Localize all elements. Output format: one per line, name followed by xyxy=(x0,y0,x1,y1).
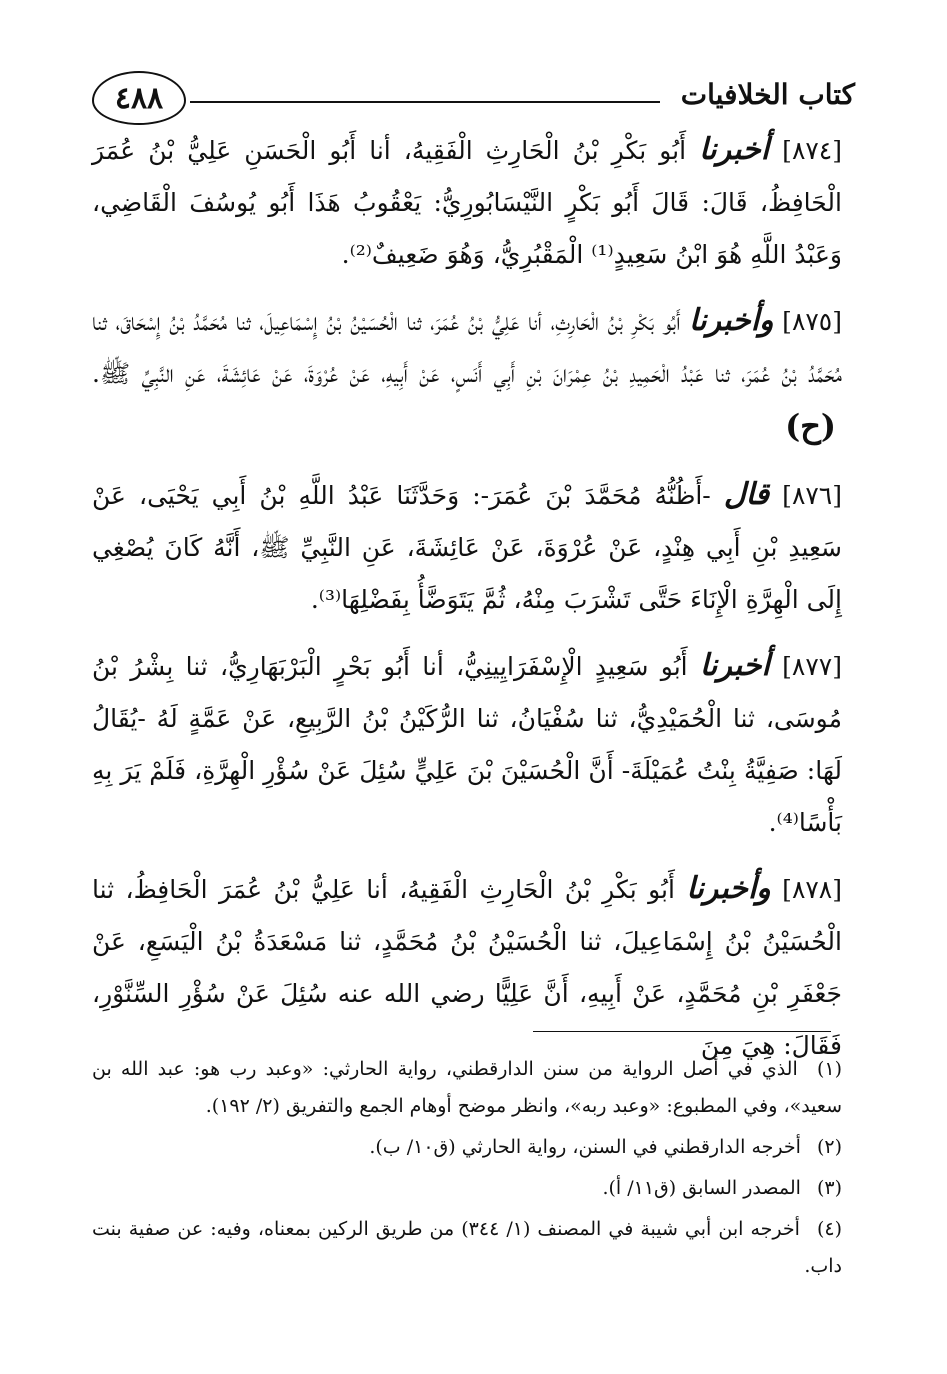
hadith-paragraph xyxy=(92,124,842,281)
hadith-number: [٨٧٦] xyxy=(782,481,842,510)
main-text xyxy=(92,124,842,1086)
hadith-paragraph xyxy=(92,640,842,849)
footnote xyxy=(92,1129,842,1166)
page-number-badge: ٤٨٨ xyxy=(92,71,186,125)
footnote-text: الذي في أصل الرواية من سنن الدارقطني، رواية الحارثي: «وعبد رب هو: عبد الله بن سعيد»، وفي المطبوع: «وعبد ربه»، وانظر موضح أوهام الجمع والتفريق (٢/ ١٩٢). xyxy=(92,1058,842,1117)
footnote-text: أخرجه ابن أبي شيبة في المصنف (١/ ٣٤٤) من طريق الركين بمعناه، وفيه: عن صفية بنت داب. xyxy=(92,1218,842,1277)
hadith-lead-word: وأخبرنا xyxy=(686,871,771,906)
footnote-number: (١) xyxy=(816,1058,842,1080)
hadith-number: [٨٧٤] xyxy=(782,136,842,165)
footnote xyxy=(92,1170,842,1207)
footnote-separator xyxy=(533,1031,831,1032)
hadith-number: [٨٧٧] xyxy=(782,652,842,681)
hadith-text: أَبُو سَعِيدٍ الْإِسْفَرَايِينِيُّ، أنا أَبُو بَحْرٍ الْبَرْبَهَارِيُّ، ثنا بِشْرُ بْنُ مُوسَى، ثنا الْحُمَيْدِيُّ، ثنا سُفْيَانُ، ثنا الرُّكَيْنُ بْنُ الرَّبِيعِ، عَنْ عَمَّةٍ لَهُ -يُقَالُ لَهَا: صَفِيَّةُ بِنْتُ عُمَيْلَةَ- أَنَّ الْحُسَيْنَ بْنَ عَلِيٍّ سُئِلَ عَنْ سُؤْرِ الْهِرَّةِ، فَلَمْ يَرَ بِهِ بَأْسًا⁽⁴⁾. xyxy=(92,652,842,837)
hadith-number: [٨٧٨] xyxy=(782,875,842,904)
book-title: كتاب الخلافيات xyxy=(680,78,855,111)
hadith-number: [٨٧٥] xyxy=(782,307,842,336)
hadith-lead-word: أخبرنا xyxy=(699,132,770,167)
hadith-lead-word: قال xyxy=(723,477,770,512)
footnote xyxy=(92,1051,842,1125)
hadith-paragraph xyxy=(92,469,842,626)
footnote-number: (٤) xyxy=(816,1218,842,1240)
footnote-number: (٢) xyxy=(816,1136,842,1158)
hadith-text: أَبُو بَكْرِ بْنُ الْحَارِثِ الْفَقِيهُ، أنا أَبُو الْحَسَنِ عَلِيُّ بْنُ عُمَرَ الْحَافِظُ، قَالَ: قَالَ أَبُو بَكْرٍ النَّيْسَابُورِيُّ: يَعْقُوبُ هَذَا أَبُو يُوسُفَ الْقَاضِي، وَعَبْدُ اللَّهِ هُوَ ابْنُ سَعِيدٍ⁽¹⁾ الْمَقْبُرِيُّ، وَهُوَ ضَعِيفٌ⁽²⁾. xyxy=(92,136,842,269)
tahwil-marker: (ح) xyxy=(785,407,836,445)
hadith-text: -أَظُنُّهُ مُحَمَّدَ بْنَ عُمَرَ-: وَحَدَّثَنَا عَبْدُ اللَّهِ بْنُ أَبِي يَحْيَى، عَنْ سَعِيدِ بْنِ أَبِي هِنْدٍ، عَنْ عُرْوَةَ، عَنْ عَائِشَةَ، عَنِ النَّبِيِّ ﷺ، أَنَّهُ كَانَ يُصْغِي إِلَى الْهِرَّةِ الْإِنَاءَ حَتَّى تَشْرَبَ مِنْهُ، ثُمَّ يَتَوَضَّأُ بِفَضْلِهَا⁽³⁾. xyxy=(92,481,842,614)
footnote-number: (٣) xyxy=(816,1177,842,1199)
header-rule xyxy=(190,101,660,103)
hadith-text: أَبُو بَكْرِ بْنُ الْحَارِثِ الْفَقِيهُ، أنا عَلِيُّ بْنُ عُمَرَ الْحَافِظُ، ثنا الْحُسَيْنُ بْنُ إِسْمَاعِيلَ، ثنا الْحُسَيْنُ بْنُ مُحَمَّدٍ، ثنا مَسْعَدَةُ بْنُ الْيَسَعِ، عَنْ جَعْفَرِ بْنِ مُحَمَّدٍ، عَنْ أَبِيهِ، أَنَّ عَلِيًّا رضي الله عنه سُئِلَ عَنْ سُؤْرِ السِّنَّوْرِ، فَقَالَ: هِيَ مِنَ xyxy=(92,875,842,1060)
footnote xyxy=(92,1211,842,1285)
footnote-text: المصدر السابق (ق١١/ أ). xyxy=(602,1177,801,1199)
hadith-text: أَبُو بَكْرِ بْنُ الْحَارِثِ، أنا عَلِيُّ بْنُ عُمَرَ، ثنا الْحُسَيْنُ بْنُ إِسْمَاعِيلَ، ثنا مُحَمَّدُ بْنُ إِسْحَاقَ، ثنا مُحَمَّدُ بْنُ عُمَرَ، ثنا عَبْدُ الْحَمِيدِ بْنُ عِمْرَانَ بْنِ أَبِي أَنَسٍ، عَنْ أَبِيهِ، عَنْ عُرْوَةَ، عَنْ عَائِشَةَ، عَنِ النَّبِيِّ ﷺ. xyxy=(92,307,842,388)
hadith-lead-word: أخبرنا xyxy=(699,648,770,683)
hadith-paragraph xyxy=(92,863,842,1072)
hadith-lead-word: وأخبرنا xyxy=(689,303,774,338)
footnote-text: أخرجه الدارقطني في السنن، رواية الحارثي (ق١٠/ ب). xyxy=(369,1136,801,1158)
hadith-paragraph xyxy=(92,295,842,455)
footnotes xyxy=(92,1051,842,1289)
page-header xyxy=(92,60,855,120)
